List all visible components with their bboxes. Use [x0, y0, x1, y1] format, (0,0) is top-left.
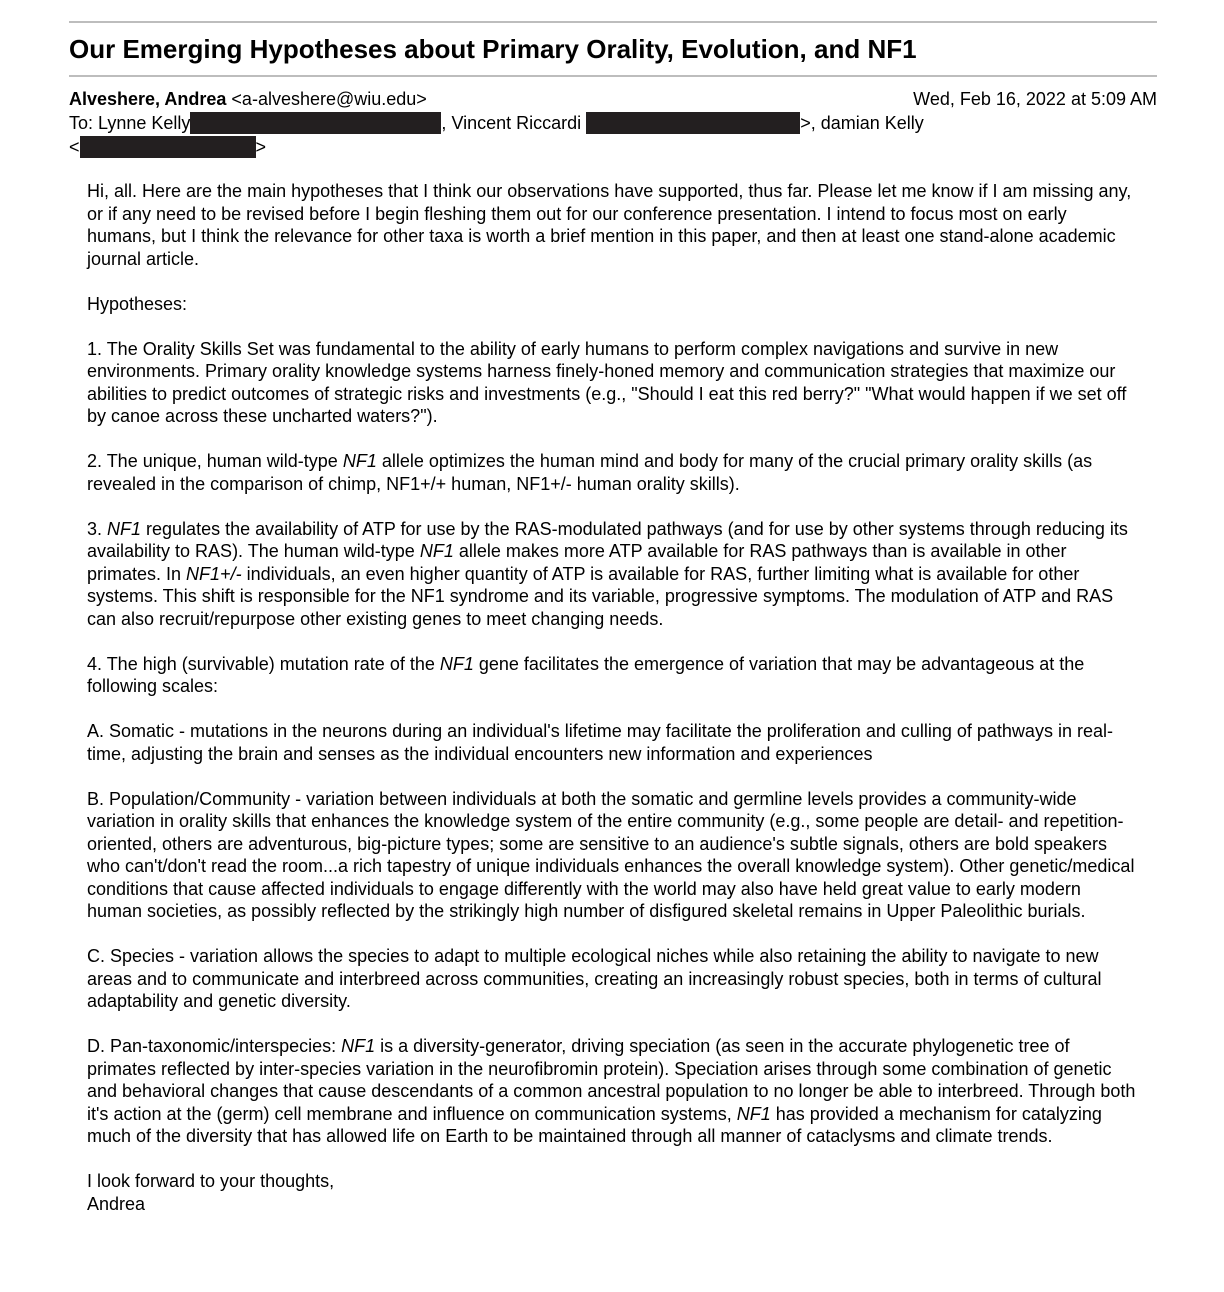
closing [87, 1170, 1137, 1215]
hypothesis-1: 1. The Orality Skills Set was fundamental to the ability of early humans to perform complex navigations and survive in new environments. Primary orality knowledge systems harness finely-honed memory and communication strategies that maximize our abilities to predict outcomes of strategic risks and investments (e.g., "Should I eat this red berry?" "What would happen if we set off by canoe across these uncharted waters?"). [87, 338, 1127, 426]
redacted-email [80, 136, 256, 158]
recipient-name: Lynne Kelly [98, 113, 191, 133]
hypothesis-3: 3. NF1 regulates the availability of ATP for use by the RAS-modulated pathways (and for use by other systems through reducing its availability to RAS). The human wild-type NF1 allele makes more ATP available for RAS pathways than is available in other primates. In NF1+/- individuals, an even higher quantity of ATP is available for RAS, further limiting what is available for other systems. This shift is responsible for the NF1 syndrome and its variable, progressive symptoms. The modulation of ATP and RAS can also recruit/repurpose other existing genes to meet changing needs. [87, 518, 1128, 629]
email-subject: Our Emerging Hypotheses about Primary Orality, Evolution, and NF1 [69, 34, 917, 64]
recipients-line: To: Lynne Kelly , Vincent Riccardi >, damian Kelly < > [69, 113, 924, 157]
hypothesis-4: 4. The high (survivable) mutation rate of the NF1 gene facilitates the emergence of variation that may be advantageous at the following scales: [87, 653, 1085, 696]
scale-a: A. Somatic - mutations in the neurons during an individual's lifetime may facilitate the proliferation and culling of pathways in real-time, adjusting the brain and senses as the individual encounters new information and experiences [87, 721, 1113, 764]
header-divider [69, 75, 1157, 77]
email-body [87, 180, 1137, 1215]
to-label: To: [69, 113, 94, 133]
sender-email[interactable]: <a-alveshere@wiu.edu> [231, 89, 427, 109]
hypotheses-heading: Hypotheses: [87, 293, 188, 314]
recipient-name: Vincent Riccardi [451, 113, 582, 133]
signature: Andrea [87, 1193, 146, 1214]
closing-line: I look forward to your thoughts, [87, 1171, 335, 1191]
scale-d: D. Pan-taxonomic/interspecies: NF1 is a diversity-generator, driving speciation (as seen in the accurate phylogenetic tree of primates reflected by inter-species variation in the neurofibromin protein). Speciation arises through some combination of genetic and behavioral changes that cause descendants of a common ancestral population to no longer be able to interbreed. Through both it's action at the (germ) cell membrane and influence on communication systems, NF1 has provided a mechanism for catalyzing much of the diversity that has allowed life on Earth to be maintained through all manner of cataclysms and climate trends. [87, 1036, 1136, 1146]
sender-line [69, 87, 1157, 111]
top-divider [69, 21, 1157, 23]
scale-c: C. Species - variation allows the species to adapt to multiple ecological niches while also retaining the ability to navigate to new areas and to communicate and interbreed across communities, creating an increasingly robust species, both in terms of cultural adaptability and genetic diversity. [87, 946, 1102, 1011]
redacted-email [586, 112, 800, 134]
recipient-name: damian Kelly [820, 113, 924, 133]
intro-paragraph: Hi, all. Here are the main hypotheses that I think our observations have supported, thus far. Please let me know if I am missing any, or if any need to be revised before I begin fleshing them out for our conference presentation. I intend to focus most on early humans, but I think the relevance for other taxa is worth a brief mention in this paper, and then at least one stand-alone academic journal article. [87, 181, 1132, 269]
hypothesis-2: 2. The unique, human wild-type NF1 allele optimizes the human mind and body for many of the crucial primary orality skills (as revealed in the comparison of chimp, NF1+/+ human, NF1+/- human orality skills). [87, 451, 1093, 494]
sent-date: Wed, Feb 16, 2022 at 5:09 AM [913, 89, 1157, 109]
redacted-email [190, 112, 441, 134]
sender-name: Alveshere, Andrea [69, 89, 227, 109]
scale-b: B. Population/Community - variation between individuals at both the somatic and germline levels provides a community-wide variation in orality skills that enhances the knowledge system of the entire community (e.g., some people are detail- and repetition-oriented, others are adventurous, big-picture types; some are sensitive to an audience's subtle signals, others are bold speakers who can't/don't read the room...a rich tapestry of unique individuals enhances the overall knowledge system). Other genetic/medical conditions that cause affected individuals to engage differently with the world may also have held great value to early modern human societies, as possibly reflected by the strikingly high number of disfigured skeletal remains in Upper Paleolithic burials. [87, 788, 1135, 921]
